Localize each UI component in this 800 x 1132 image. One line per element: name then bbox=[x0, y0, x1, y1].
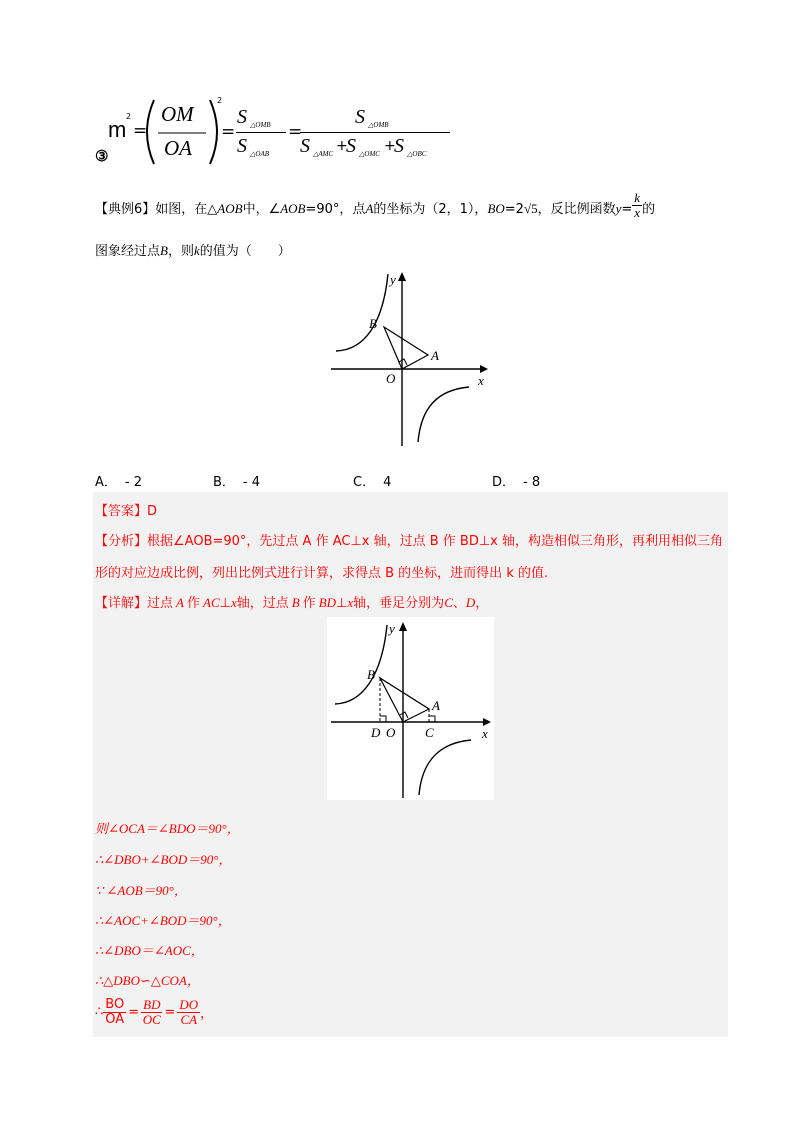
detail-var: D bbox=[465, 595, 476, 610]
analysis-line-2 bbox=[95, 562, 548, 581]
choice-letter: B． bbox=[213, 475, 235, 490]
f1-bar bbox=[236, 132, 286, 133]
step-6: ∴△DBO∽△COA， bbox=[95, 973, 200, 988]
q-k: k bbox=[193, 243, 200, 258]
q-text: 图象经过点 bbox=[95, 244, 161, 259]
fig2-label-o: O bbox=[386, 725, 396, 740]
answer-value: D bbox=[147, 504, 158, 519]
detail-var: AC bbox=[203, 595, 220, 610]
choice-a[interactable] bbox=[95, 471, 142, 490]
step-3: ∵ ∠AOB＝90°， bbox=[95, 883, 187, 898]
f2-den-sub2: △OMC bbox=[359, 150, 380, 158]
fig1-hyperbola-left bbox=[336, 274, 388, 351]
ratio-bd: BD bbox=[143, 997, 161, 1012]
q-sqrt: √5 bbox=[523, 201, 538, 216]
q-text: 中，∠ bbox=[242, 202, 281, 217]
q-frac-x: x bbox=[634, 205, 641, 220]
f2-plus1: + bbox=[336, 138, 348, 154]
fig2-label-a: A bbox=[432, 698, 440, 713]
choice-value: - 4 bbox=[242, 475, 261, 490]
f2-den-s3: S bbox=[394, 135, 404, 157]
q-fraction bbox=[632, 191, 642, 219]
q-bo: BO bbox=[487, 201, 505, 216]
detail-text: 、 bbox=[452, 596, 466, 611]
ratio-bo-oa bbox=[103, 998, 126, 1026]
ratio-eq: = bbox=[128, 1004, 140, 1020]
ratio-do-ca bbox=[177, 998, 200, 1026]
fig2-label-x: x bbox=[482, 726, 488, 741]
choice-letter: A． bbox=[95, 475, 117, 490]
choice-value: - 8 bbox=[523, 475, 541, 490]
circled-number: ③ bbox=[95, 149, 109, 165]
q-text: ，反比例函数 bbox=[537, 202, 616, 217]
detail-text: 过点 bbox=[147, 596, 174, 611]
formula-eq1: = bbox=[133, 121, 148, 141]
fig1-label-x: x bbox=[478, 373, 484, 388]
f1-num-s: S bbox=[237, 106, 247, 128]
detail-line bbox=[95, 592, 488, 611]
answer-tag: 【答案】 bbox=[95, 504, 148, 519]
formula-eq2: = bbox=[221, 122, 236, 142]
q-text: 的 bbox=[642, 202, 656, 217]
q-eq: = bbox=[621, 202, 633, 217]
fig1-hyperbola-right bbox=[418, 387, 469, 442]
ratio-do: DO bbox=[179, 997, 199, 1012]
ratio-bo: BO bbox=[105, 997, 125, 1012]
f1-den-sub: △OAB bbox=[250, 150, 269, 158]
q-aob: AOB bbox=[217, 201, 243, 216]
q-text: =90°，点 bbox=[305, 202, 366, 217]
fig2-label-y: y bbox=[389, 621, 395, 636]
choice-value: 4 bbox=[383, 475, 392, 490]
detail-text: 作 bbox=[186, 596, 200, 611]
q-text: 的值为（ ） bbox=[199, 244, 291, 259]
fig1-label-b: B bbox=[369, 316, 377, 331]
f2-bar bbox=[300, 132, 450, 133]
q-point-b: B bbox=[160, 243, 168, 258]
therefore-sign: ∴ bbox=[95, 1004, 104, 1020]
fig1-label-y: y bbox=[390, 272, 396, 287]
formula-oa: OA bbox=[164, 136, 192, 160]
fig1-label-o: O bbox=[386, 371, 396, 386]
f2-den-s1: S bbox=[300, 135, 310, 157]
q-y: y bbox=[615, 201, 622, 216]
figure-2 bbox=[327, 617, 494, 800]
ratio-oa: OA bbox=[105, 1011, 125, 1027]
ratio-eq: = bbox=[164, 1004, 176, 1020]
q-text: =2 bbox=[504, 202, 524, 217]
q-aob: AOB bbox=[280, 201, 306, 216]
fig1-x-arrow bbox=[480, 365, 488, 373]
detail-var: x bbox=[230, 595, 237, 610]
step-4: ∴∠AOC+∠BOD＝90°， bbox=[95, 913, 231, 928]
detail-text: 轴，过点 bbox=[236, 596, 289, 611]
q-text: ，则 bbox=[167, 244, 194, 259]
detail-var: A bbox=[176, 595, 184, 610]
fig2-label-c: C bbox=[425, 725, 434, 740]
choice-letter: C． bbox=[353, 475, 376, 490]
figure-1 bbox=[325, 268, 495, 448]
f2-den-s2: S bbox=[346, 135, 356, 157]
f2-num-sub: △OMB bbox=[368, 121, 389, 129]
ratio-bd-oc bbox=[141, 998, 162, 1026]
fig2-label-b: B bbox=[367, 667, 375, 682]
f2-den-sub1: △AMC bbox=[313, 150, 334, 158]
fig1-y-arrow bbox=[398, 272, 406, 281]
fig2-label-d: D bbox=[371, 725, 381, 740]
choice-d[interactable] bbox=[492, 471, 540, 490]
formula-m: m bbox=[108, 117, 127, 142]
ratio-comma: ， bbox=[200, 1006, 214, 1022]
analysis-text: 根据∠AOB=90°，先过点 A 作 AC⊥x 轴，过点 B 作 BD⊥x 轴，构造相似三角形，再利用相似三角 bbox=[147, 534, 723, 549]
detail-tag: 【详解】 bbox=[95, 596, 148, 611]
answer-line bbox=[95, 500, 157, 519]
choice-value: - 2 bbox=[124, 475, 143, 490]
choice-c[interactable] bbox=[353, 471, 391, 490]
detail-text: ⊥ bbox=[336, 596, 348, 611]
analysis-text: 形的对应边成比例，列出比例式进行计算，求得点 B 的坐标，进而得出 k 的值. bbox=[95, 566, 549, 581]
q-text: 的坐标为（2，1）， bbox=[373, 202, 488, 217]
f1-num-sub: △OMB bbox=[250, 121, 271, 129]
formula-m-exponent: 2 bbox=[126, 112, 132, 121]
analysis-line-1 bbox=[95, 530, 723, 549]
q-frac-k: k bbox=[634, 190, 641, 206]
step-5: ∴∠DBO＝∠AOC， bbox=[95, 943, 204, 958]
f2-num-s: S bbox=[355, 106, 365, 128]
step-7 bbox=[95, 998, 213, 1026]
question-line-2 bbox=[95, 240, 291, 259]
question-line-1 bbox=[95, 190, 656, 220]
formula-block bbox=[95, 95, 495, 170]
formula-om: OM bbox=[161, 102, 194, 126]
f2-plus2: + bbox=[384, 138, 396, 154]
q-point-a: A bbox=[365, 201, 374, 216]
formula-paren-exponent: 2 bbox=[217, 96, 223, 105]
detail-text: 轴，垂足分别为 bbox=[353, 596, 445, 611]
ratio-ca: CA bbox=[180, 1011, 198, 1027]
detail-var: C bbox=[444, 595, 453, 610]
detail-text: 作 bbox=[302, 596, 316, 611]
detail-text: ⊥ bbox=[219, 596, 231, 611]
analysis-tag: 【分析】 bbox=[95, 534, 148, 549]
detail-var: B bbox=[291, 595, 300, 610]
q-text: 【典例6】如图，在△ bbox=[95, 202, 218, 217]
formula-eq3: = bbox=[288, 122, 303, 142]
choice-b[interactable] bbox=[213, 471, 260, 490]
detail-text: ， bbox=[475, 596, 489, 611]
detail-var: BD bbox=[318, 595, 337, 610]
fig1-label-a: A bbox=[431, 348, 439, 363]
choice-letter: D． bbox=[492, 475, 516, 490]
step-2: ∴∠DBO+∠BOD＝90°， bbox=[95, 852, 232, 867]
detail-var: x bbox=[347, 595, 354, 610]
ratio-oc: OC bbox=[142, 1011, 161, 1027]
f2-den-sub3: △OBC bbox=[407, 150, 427, 158]
f1-den-s: S bbox=[237, 135, 247, 157]
step-1: 则∠OCA＝∠BDO＝90°， bbox=[95, 821, 240, 836]
